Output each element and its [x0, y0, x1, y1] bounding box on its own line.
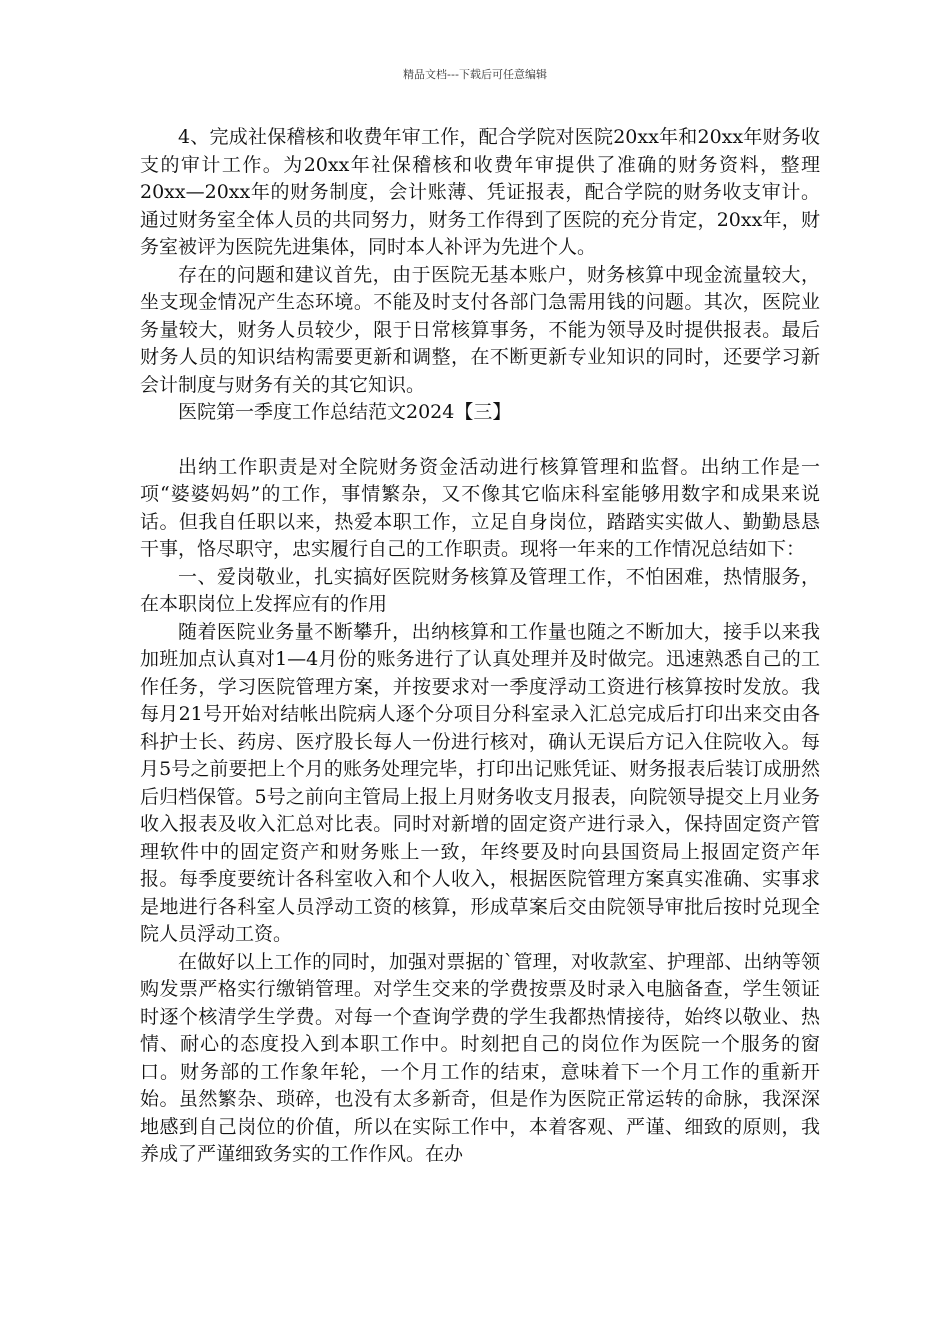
paragraph: 出纳工作职责是对全院财务资金活动进行核算管理和监督。出纳工作是一项“婆婆妈妈”的工作，事情繁杂，又不像其它临床科室能够用数字和成果来说话。但我自任职以来，热爱本职工作，立足自身岗位，踏踏实实做人、勤勤恳恳干事，恪尽职守，忠实履行自己的工作职责。现将一年来的工作情况总结如下： [140, 455, 820, 560]
paragraph: 4、完成社保稽核和收费年审工作，配合学院对医院20xx年和20xx年财务收支的审计工作。为20xx年社保稽核和收费年审提供了准确的财务资料，整理20xx—20xx年的财务制度，会计账薄、凭证报表，配合学院的财务收支审计。通过财务室全体人员的共同努力，财务工作得到了医院的充分肯定，20xx年，财务室被评为医院先进集体，同时本人补评为先进个人。 [140, 126, 820, 258]
page-header: 精品文档---下载后可任意编辑 [403, 68, 547, 81]
paragraph: 存在的问题和建议首先，由于医院无基本账户，财务核算中现金流量较大，坐支现金情况产生态环境。不能及时支付各部门急需用钱的问题。其次，医院业务量较大，财务人员较少，限于日常核算事务，不能为领导及时提供报表。最后财务人员的知识结构需要更新和调整，在不断更新专业知识的同时，还要学习新会计制度与财务有关的其它知识。 [140, 263, 820, 396]
document-body [140, 124, 820, 1169]
section-heading: 医院第一季度工作总结范文2024【三】 [178, 401, 512, 423]
paragraph: 在做好以上工作的同时，加强对票据的`管理，对收款室、护理部、出纳等领购发票严格实行缴销管理。对学生交来的学费按票及时录入电脑备查，学生领证时逐个核清学生学费。对每一个查询学费的学生我都热情接待，始终以敬业、热情、耐心的态度投入到本职工作中。时刻把自己的岗位作为医院一个服务的窗口。财务部的工作象年轮，一个月工作的结束，意味着下一个月工作的重新开始。虽然繁杂、琐碎，也没有太多新奇，但是作为医院正常运转的命脉，我深深地感到自己岗位的价值，所以在实际工作中，本着客观、严谨、细致的原则，我养成了严谨细致务实的工作作风。在办 [140, 950, 820, 1165]
paragraph: 一、爱岗敬业，扎实搞好医院财务核算及管理工作，不怕困难，热情服务，在本职岗位上发挥应有的作用 [140, 565, 820, 615]
paragraph: 随着医院业务量不断攀升，出纳核算和工作量也随之不断加大，接手以来我加班加点认真对1—4月份的账务进行了认真处理并及时做完。迅速熟悉自己的工作任务，学习医院管理方案，并按要求对一季度浮动工资进行核算按时发放。我每月21号开始对结帐出院病人逐个分项目分科室录入汇总完成后打印出来交由各科护士长、药房、医疗股长每人一份进行核对，确认无误后方记入住院收入。每月5号之前要把上个月的账务处理完毕，打印出记账凭证、财务报表后装订成册然后归档保管。5号之前向主管局上报上月财务收支月报表，向院领导提交上月业务收入报表及收入汇总对比表。同时对新增的固定资产进行录入，保持固定资产管理软件中的固定资产和财务账上一致，年终要及时向县国资局上报固定资产年报。每季度要统计各科室收入和个人收入，根据医院管理方案真实准确、实事求是地进行各科室人员浮动工资的核算，形成草案后交由院领导审批后按时兑现全院人员浮动工资。 [140, 620, 820, 945]
